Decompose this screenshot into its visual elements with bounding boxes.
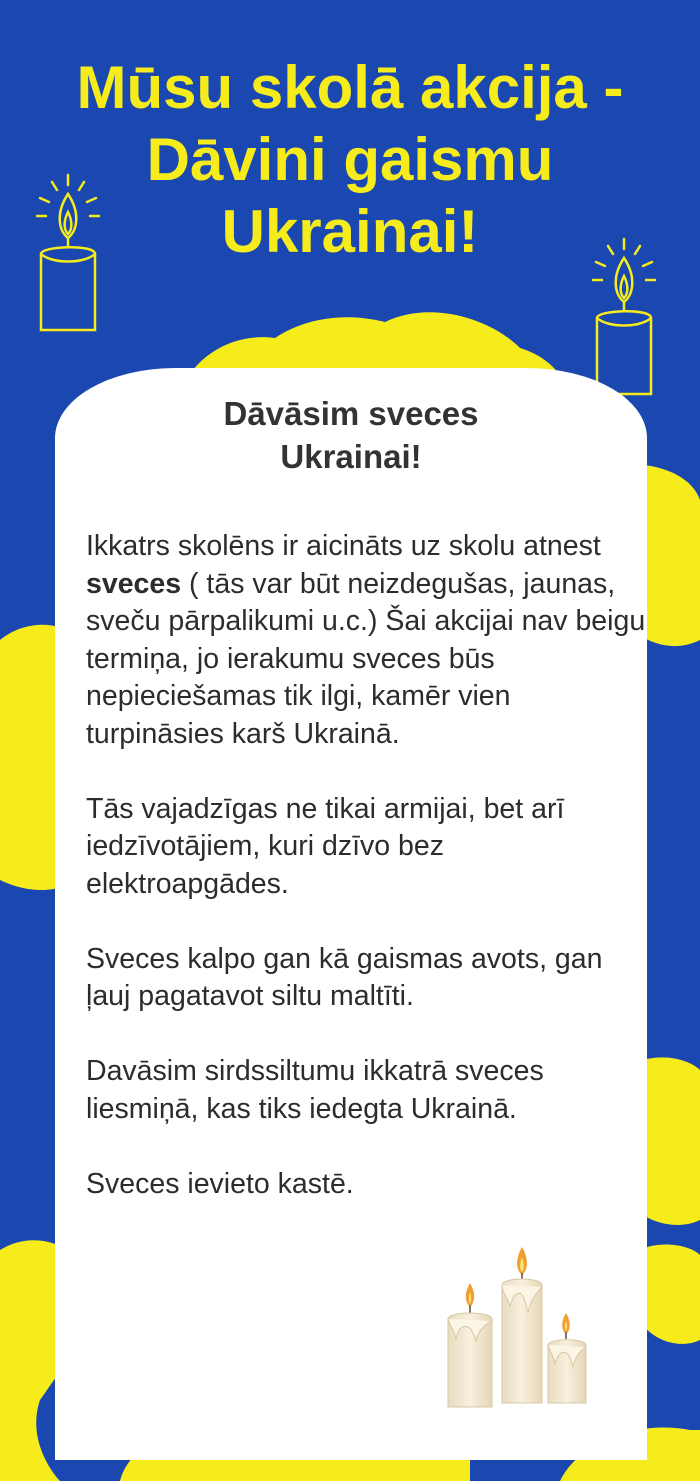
paragraph-1-bold-word: sveces: [86, 567, 182, 600]
paragraph-1-start: Ikkatrs skolēns ir aicināts uz skolu atnest: [86, 530, 601, 562]
title-line-3: Ukrainai!: [221, 198, 479, 265]
paragraph-2: Tās vajadzīgas ne tikai armijai, bet arī iedzīvotājiem, kuri dzīvo bez elektroapgādes.: [86, 792, 565, 900]
paragraph-3: Sveces kalpo gan kā gaismas avots, gan ļauj pagatavot siltu maltīti.: [86, 942, 603, 1012]
card-heading-line-2: Ukrainai!: [280, 438, 422, 475]
paragraph-4: Davāsim sirdssiltumu ikkatrā sveces liesmiņā, kas tiks iedegta Ukrainā.: [86, 1055, 544, 1125]
card-heading: [55, 392, 647, 478]
title-line-2: Dāvini gaismu: [146, 126, 554, 193]
card-body: [86, 528, 646, 1241]
candle-outline-icon: [588, 236, 660, 401]
paragraph-5: Sveces ievieto kastē.: [86, 1167, 354, 1200]
paragraph-1: [86, 528, 646, 753]
title-line-1: Mūsu skolā akcija -: [76, 54, 624, 121]
lit-candles-icon: [440, 1235, 600, 1415]
card-heading-line-1: Dāvāsim sveces: [223, 395, 479, 432]
paragraph-1-end: ( tās var būt neizdegušas, jaunas, sveču pārpalikumi u.c.) Šai akcijai nav beigu termiņa, jo ierakumu sveces būs nepieciešamas tik ilgi, kamēr vien turpināsies karš Ukrainā.: [86, 567, 646, 750]
candle-outline-icon: [32, 172, 104, 337]
